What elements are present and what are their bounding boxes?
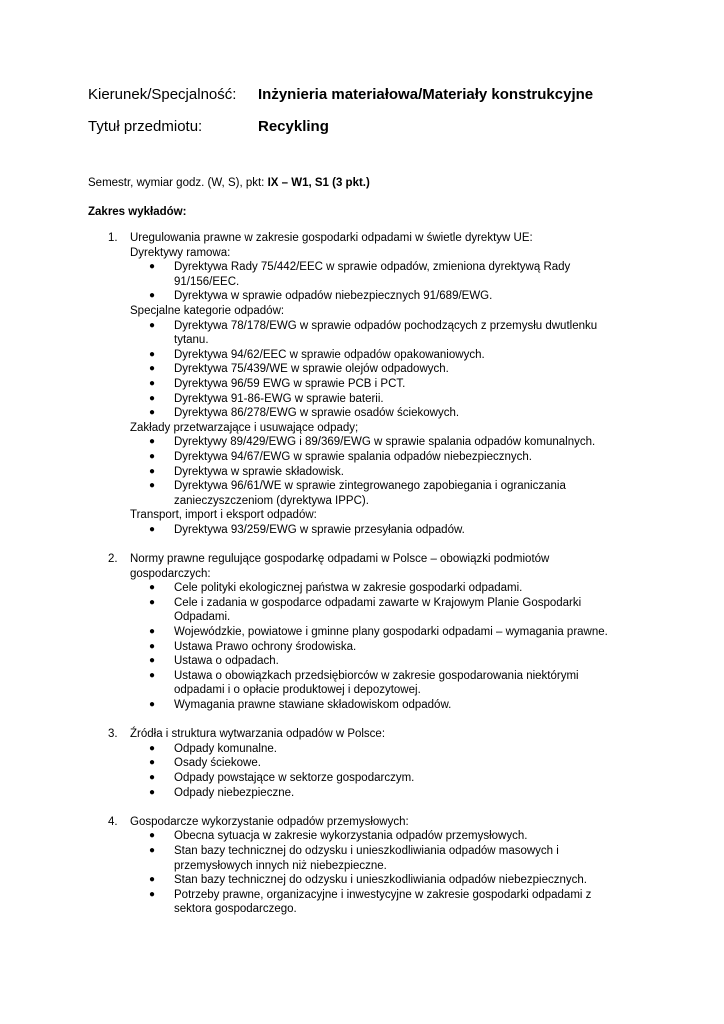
bullet-icon: ●: [149, 626, 156, 638]
list-item: ● Dyrektywa 78/178/EWG w sprawie odpadów pochodzących z przemysłu dwutlenku tytanu.: [149, 319, 598, 347]
group-label: Dyrektywy ramowa:: [130, 246, 231, 259]
bullet-icon: ●: [149, 640, 156, 652]
item-text: Stan bazy technicznej do odzysku i unieszkodliwiania odpadów niebezpiecznych.: [174, 874, 587, 887]
item-text: Dyrektywa w sprawie odpadów niebezpiecznych 91/689/EWG.: [174, 290, 493, 303]
section-4: [0, 815, 724, 917]
list-item: [130, 625, 644, 640]
bullet-icon: ●: [149, 844, 156, 856]
bullet-icon: ●: [149, 830, 156, 842]
item-text: Dyrektywa 86/278/EWG w sprawie osadów ściekowych.: [174, 407, 460, 420]
list-item: [130, 640, 644, 655]
list-item: [130, 392, 644, 407]
bullet-icon: ●: [149, 699, 156, 710]
list-item: [130, 377, 644, 392]
section-number: 4.: [108, 815, 118, 828]
section-title: Gospodarcze wykorzystanie odpadów przemysłowych:: [130, 815, 409, 828]
section-number: 1.: [108, 232, 118, 244]
list-item: [130, 756, 644, 771]
bullet-icon: ●: [149, 363, 156, 375]
list-item: ● Dyrektywa 96/61/WE w sprawie zintegrowanego zapobiegania i ograniczania zanieczyszczeniom (dyrektywa IPPC).: [149, 480, 566, 507]
zakres-heading: Zakres wykładów:: [88, 206, 187, 218]
bullet-icon: ●: [149, 757, 156, 769]
bullet-icon: ●: [149, 786, 156, 798]
item-text: Wojewódzkie, powiatowe i gminne plany gospodarki odpadami – wymagania prawne.: [174, 626, 608, 639]
semestr-value: IX – W1, S1 (3 pkt.): [267, 177, 370, 189]
bullet-icon: ●: [149, 669, 156, 681]
kierunek-value: Inżynieria materiałowa/Materiały konstrukcyjne: [258, 86, 594, 103]
tytul-value: Recykling: [258, 118, 329, 135]
bullet-icon: ●: [149, 465, 156, 477]
item-text: Dyrektywa w sprawie składowisk.: [174, 465, 344, 478]
bullet-icon: ●: [149, 377, 156, 389]
list-item: [130, 581, 644, 596]
section-number: 2.: [108, 553, 118, 566]
list-item: [130, 742, 644, 757]
bullet-icon: ●: [149, 261, 156, 273]
section-2: 2. Normy prawne regulujące gospodarkę odpadami w Polsce – obowiązki podmiotów gospodarczych: ● Cele polityki ekologicznej państwa w zakresie gospodarki odpadami. ● Cele i zadania w gospodarce odpadami zawarte w Krajowym Planie Gospodarki Odpadami. ● Wojewódzkie, powiatowe i gminne plany gospodarki odpadami – wymagania prawne. ● Ustawa Prawo ochrony środowiska. ● Ustawa o odpadach. ● Ustawa o obowiązkach przedsiębiorców w zakresie gospodarowania niektórymi odpadami i o opłacie produktowej i depozytowej. ● Wymagania prawne stawiane składowiskom odpadów.: [0, 552, 724, 713]
bullet-icon: ●: [149, 436, 156, 448]
group-label: Transport, import i eksport odpadów:: [130, 509, 317, 522]
list-item: ● Ustawa o obowiązkach przedsiębiorców w zakresie gospodarowania niektórymi odpadami i o opłacie produktowej i depozytowej.: [149, 669, 579, 697]
list-item: [130, 348, 644, 363]
list-item: [130, 873, 644, 888]
section-title: Źródła i struktura wytwarzania odpadów w Polsce:: [130, 728, 386, 741]
item-text: Dyrektywa 96/59 EWG w sprawie PCB i PCT.: [174, 377, 406, 390]
list-item: [130, 786, 644, 801]
item-text: Dyrektywa 93/259/EWG w sprawie przesyłania odpadów.: [174, 523, 465, 536]
bullet-icon: ●: [149, 523, 156, 535]
bullet-icon: ●: [149, 407, 156, 419]
item-text: Odpady niebezpieczne.: [174, 786, 295, 799]
item-text: Osady ściekowe.: [174, 757, 261, 770]
item-text: Dyrektywa 94/67/EWG w sprawie spalania odpadów niebezpiecznych.: [174, 450, 532, 463]
list-item: [130, 654, 644, 669]
section-title: Uregulowania prawne w zakresie gospodarki odpadami w świetle dyrektyw UE:: [130, 232, 533, 244]
lecture-list: [0, 231, 724, 932]
bullet-icon: ●: [149, 480, 156, 492]
item-text: Wymagania prawne stawiane składowiskom odpadów.: [174, 699, 452, 711]
bullet-icon: ●: [149, 742, 156, 754]
item-text: Cele polityki ekologicznej państwa w zakresie gospodarki odpadami.: [174, 582, 523, 595]
item-text: Obecna sytuacja w zakresie wykorzystania odpadów przemysłowych.: [174, 830, 528, 843]
semestr-line: [88, 177, 370, 189]
bullet-icon: ●: [149, 874, 156, 886]
list-item: ● Stan bazy technicznej do odzysku i unieszkodliwiania odpadów masowych i przemysłowych innych niż niebezpieczne.: [149, 844, 559, 872]
item-text: Dyrektywy 89/429/EWG i 89/369/EWG w sprawie spalania odpadów komunalnych.: [174, 436, 596, 449]
kierunek-label: Kierunek/Specjalność:: [88, 86, 237, 103]
bullet-icon: ●: [149, 319, 156, 331]
list-item: [130, 450, 644, 465]
list-item: [130, 465, 644, 480]
list-item: [130, 829, 644, 844]
item-text: Dyrektywa 91-86-EWG w sprawie baterii.: [174, 392, 384, 405]
list-item: [130, 698, 644, 713]
list-item: ● Dyrektywa Rady 75/442/EEC w sprawie odpadów, zmieniona dyrektywą Rady 91/156/EEC.: [149, 261, 571, 288]
item-text: Ustawa o odpadach.: [174, 655, 279, 668]
item-text: Odpady komunalne.: [174, 742, 277, 755]
item-text: Dyrektywa 75/439/WE w sprawie olejów odpadowych.: [174, 363, 449, 376]
semestr-label: Semestr, wymiar godz. (W, S), pkt:: [88, 177, 268, 189]
item-text: Ustawa Prawo ochrony środowiska.: [174, 640, 357, 653]
section-3: [0, 727, 724, 800]
item-text: Dyrektywa 94/62/EEC w sprawie odpadów opakowaniowych.: [174, 348, 485, 361]
list-item: [130, 406, 644, 421]
list-item: ● Cele i zadania w gospodarce odpadami zawarte w Krajowym Planie Gospodarki Odpadami.: [149, 596, 582, 624]
bullet-icon: ●: [149, 392, 156, 404]
list-item: [130, 771, 644, 786]
list-item: ● Potrzeby prawne, organizacyjne i inwestycyjne w zakresie gospodarki odpadami z sektora gospodarczego.: [149, 888, 592, 916]
section-1: [0, 231, 724, 537]
bullet-icon: ●: [149, 582, 156, 594]
bullet-icon: ●: [149, 450, 156, 462]
list-item: [130, 435, 644, 450]
group-label: Zakłady przetwarzające i usuwające odpady;: [130, 421, 359, 434]
bullet-icon: ●: [149, 290, 156, 302]
bullet-icon: ●: [149, 655, 156, 667]
bullet-icon: ●: [149, 348, 156, 360]
list-item: [130, 362, 644, 377]
bullet-icon: ●: [149, 888, 156, 900]
bullet-icon: ●: [149, 596, 156, 608]
item-text: Odpady powstające w sektorze gospodarczym.: [174, 771, 415, 784]
tytul-label: Tytuł przedmiotu:: [88, 118, 203, 135]
group-label: Specjalne kategorie odpadów:: [130, 304, 285, 317]
section-number: 3.: [108, 728, 118, 741]
list-item: [130, 523, 644, 538]
bullet-icon: ●: [149, 771, 156, 783]
list-item: [130, 289, 644, 304]
